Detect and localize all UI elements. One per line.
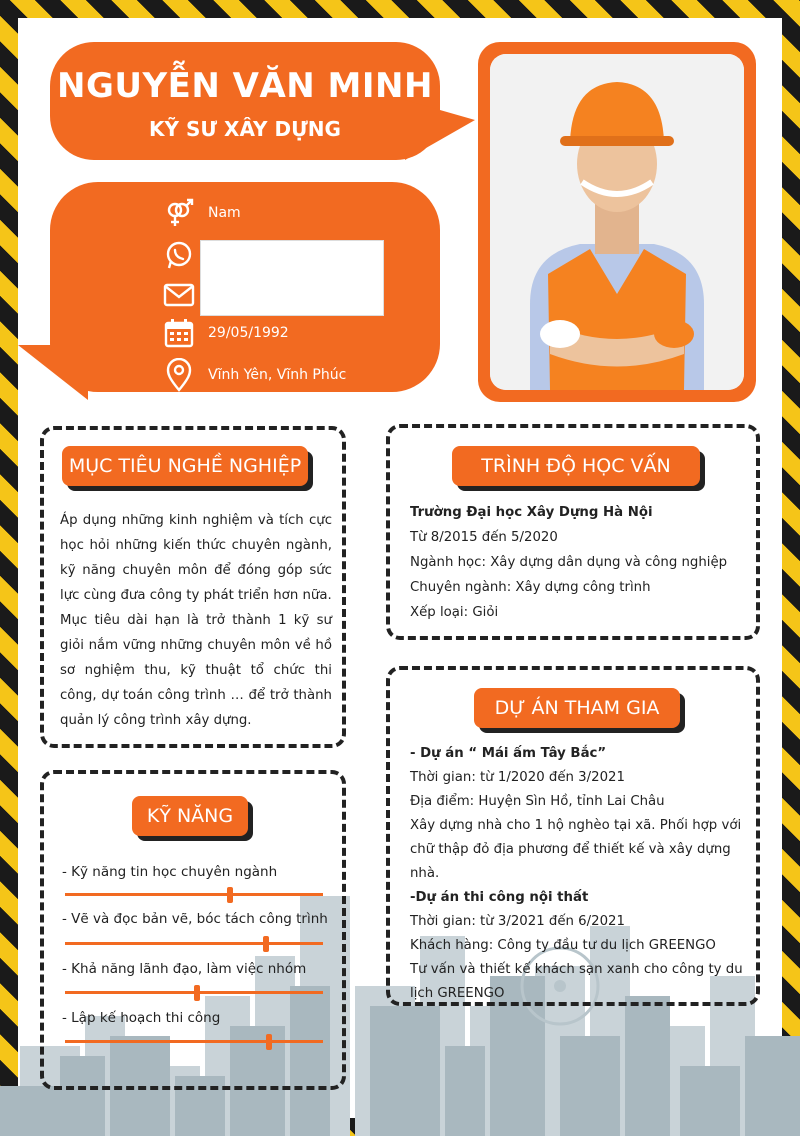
skill-bar-4 — [65, 1040, 323, 1043]
contact-bubble-tail — [18, 345, 88, 400]
skill-label-2: - Vẽ và đọc bản vẽ, bóc tách công trình — [62, 911, 328, 927]
address-value: Vĩnh Yên, Vĩnh Phúc — [208, 367, 347, 383]
objective-paragraph-1: Áp dụng những kinh nghiệm và tích cực học hỏi những kiến thức chuyên ngành, kỹ năng chuyên môn để đóng góp sức lực cùng đưa công ty phát triển hơn nữa. — [60, 513, 332, 603]
redacted-contact-box — [200, 240, 384, 316]
education-period: Từ 8/2015 đến 5/2020 — [410, 530, 558, 545]
skill-label-1: - Kỹ năng tin học chuyên ngành — [62, 864, 278, 880]
project-1-time: Thời gian: từ 1/2020 đến 3/2021 — [410, 770, 625, 785]
objective-title: MỤC TIÊU NGHỀ NGHIỆP — [62, 446, 308, 486]
gender-value: Nam — [208, 205, 241, 221]
birthday-row — [162, 316, 289, 350]
education-specialty: Chuyên ngành: Xây dựng công trình — [410, 580, 651, 595]
gender-row — [162, 196, 241, 230]
skill-level-1 — [227, 887, 233, 903]
skill-level-3 — [194, 985, 200, 1001]
projects-title: DỰ ÁN THAM GIA — [474, 688, 680, 728]
candidate-role: KỸ SƯ XÂY DỰNG — [149, 117, 341, 141]
project-2-time: Thời gian: từ 3/2021 đến 6/2021 — [410, 914, 625, 929]
birthday-value: 29/05/1992 — [208, 325, 289, 341]
skill-label-3: - Khả năng lãnh đạo, làm việc nhóm — [62, 961, 307, 977]
candidate-name: NGUYỄN VĂN MINH — [57, 66, 433, 106]
project-2-desc: Tư vấn và thiết kế khách sạn xanh cho công ty du lịch GREENGO — [410, 962, 743, 1001]
skill-level-4 — [266, 1034, 272, 1050]
mail-icon — [162, 278, 196, 312]
project-1-place: Địa điểm: Huyện Sìn Hồ, tỉnh Lai Châu — [410, 794, 665, 809]
objective-text — [60, 508, 332, 733]
project-2-name: -Dự án thi công nội thất — [410, 890, 589, 905]
education-title: TRÌNH ĐỘ HỌC VẤN — [452, 446, 700, 486]
skill-label-4: - Lập kế hoạch thi công — [62, 1010, 221, 1026]
skill-bar-2 — [65, 942, 323, 945]
skill-bar-1 — [65, 893, 323, 896]
education-major: Ngành học: Xây dựng dân dụng và công nghiệp — [410, 555, 728, 570]
address-row — [162, 358, 346, 392]
education-text — [410, 500, 746, 625]
calendar-icon — [162, 316, 196, 350]
whatsapp-icon — [162, 238, 196, 272]
education-school: Trường Đại học Xây Dựng Hà Nội — [410, 505, 653, 520]
project-1-name: - Dự án “ Mái ấm Tây Bắc” — [410, 746, 607, 761]
education-rank: Xếp loại: Giỏi — [410, 605, 499, 620]
skills-title: KỸ NĂNG — [132, 796, 248, 836]
objective-paragraph-2: Mục tiêu dài hạn là trở thành 1 kỹ sư giỏi nắm vững những chuyên môn về hồ sơ nghiệm thu, kỹ thuật tổ chức thi công, dự toán công trình … để trở thành quản lý công trình xây dựng. — [60, 613, 332, 728]
project-2-client: Khách hàng: Công ty đầu tư du lịch GREENGO — [410, 938, 716, 953]
projects-text — [410, 742, 750, 1006]
location-icon — [162, 358, 196, 392]
skill-level-2 — [263, 936, 269, 952]
gender-icon — [162, 196, 196, 230]
project-1-desc: Xây dựng nhà cho 1 hộ nghèo tại xã. Phối hợp với chữ thập đỏ địa phương để thiết kế và xây dựng nhà. — [410, 818, 742, 881]
profile-photo — [490, 54, 744, 390]
